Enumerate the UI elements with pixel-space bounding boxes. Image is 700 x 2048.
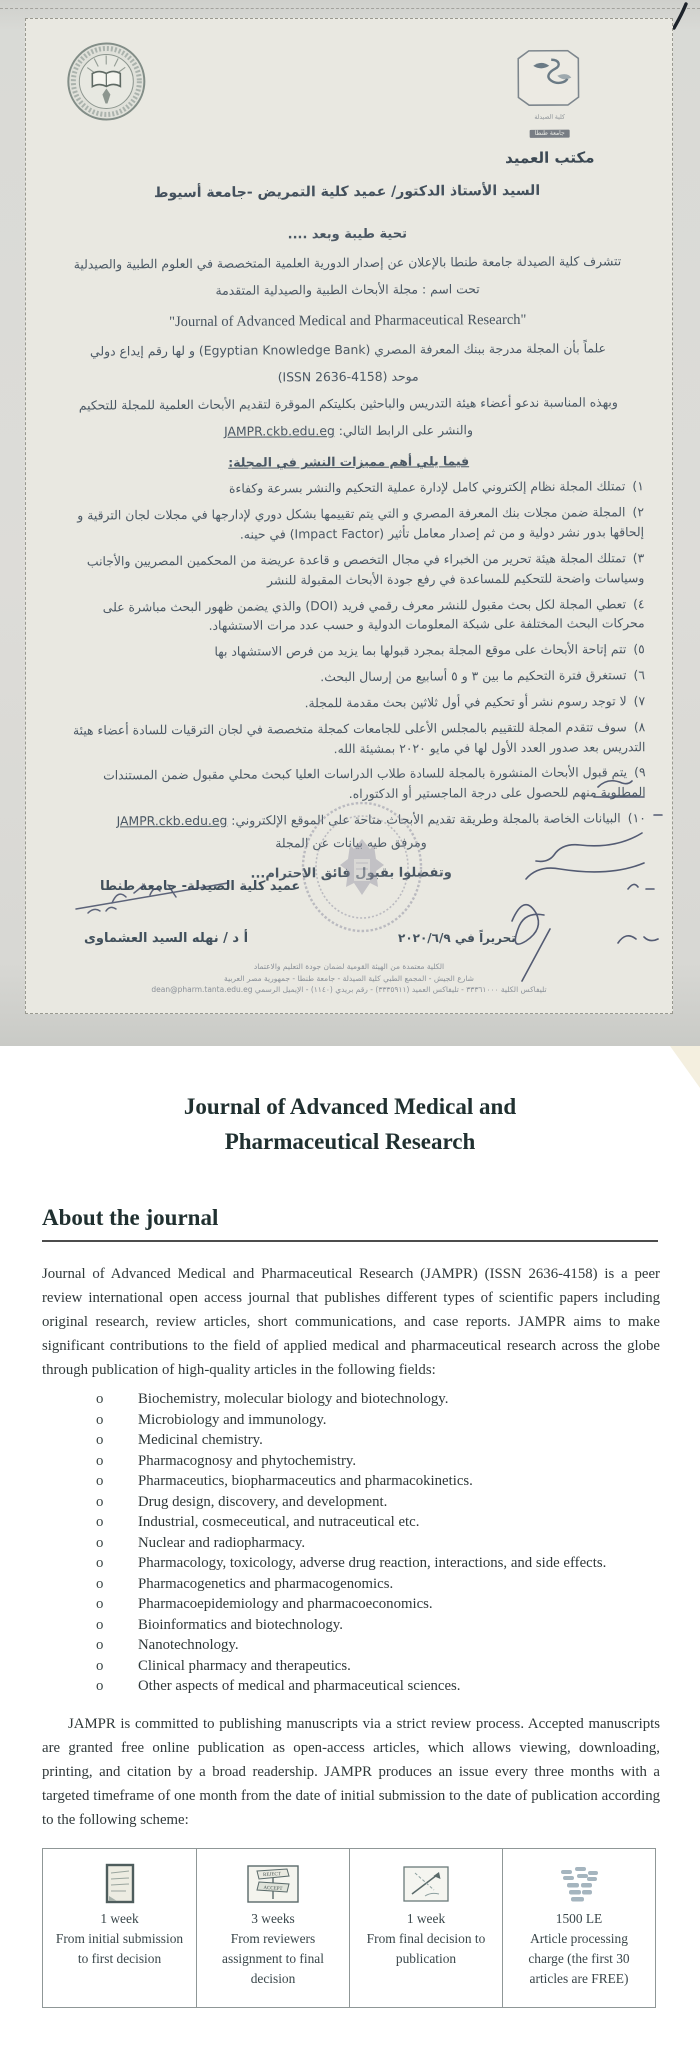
features-heading: فيما يلي أهم مميزات النشر في المجلة:: [228, 453, 470, 471]
bullet-marker: o: [96, 1575, 104, 1592]
heading-rule: [42, 1240, 658, 1242]
scheme-duration: 3 weeks: [251, 1910, 295, 1926]
feature-item: ٣)تمتلك المجلة هيئة تحرير من الخبراء في مجال التخصص و قاعدة عريضة من المحكمين المصريين والأجانب وسياسات واضحة للتحكيم للمساعدة في رفع جودة الأبحاث المقبولة للنشر: [86, 550, 645, 588]
pharmacy-college-logo-block: [489, 49, 610, 170]
intro-line-1: تتشرف كلية الصيدلة جامعة طنطا بالإعلان عن إصدار الدورية العلمية المتخصصة في العلوم الطبية والصيدلية: [73, 253, 622, 272]
bullet-marker: o: [96, 1514, 104, 1530]
fields-list: [0, 1389, 700, 1697]
footer-line-1: الكلية معتمدة من الهيئة القومية لضمان جودة التعليم والاعتماد: [253, 962, 445, 971]
bullet-marker: o: [96, 1555, 104, 1571]
feature-item: ٢)المجلة ضمن مجلات بنك المعرفة المصري و التي يتم تقييمها بشكل دوري لإدارجها في مجلات لجان الترقية و إلحاقها بدور نشر دولية و من ثم إصدار معامل تأثير (Impact Factor) في حينه.: [77, 504, 645, 542]
bullet-marker: o: [96, 1391, 104, 1407]
journal-url-link: JAMPR.ckb.edu.eg: [116, 812, 228, 829]
about-heading: About the journal: [42, 1205, 219, 1230]
pharmacy-logo-caption: كلية الصيدلة: [534, 113, 565, 121]
about-paragraph-2: JAMPR is committed to publishing manuscripts via a strict review process. Accepted manuscripts are granted free online publication as open-access articles, which allows viewing, downloading, printing, and citation by a broad readership. JAMPR produces an issue every three months with a targeted timeframe of one month from the date of initial submission to the date of publication according to the following scheme:: [42, 1715, 660, 1828]
scan-edge-line: [0, 8, 700, 9]
greeting-line: تحية طيبة وبعد ....: [287, 227, 407, 243]
features-list: [52, 476, 648, 831]
letter-date: تحريراً في ٢٠٢٠/٦/٩: [398, 931, 516, 945]
field-item: o Bioinformatics and biotechnology.: [0, 1615, 700, 1636]
feature-item: ٨)سوف تتقدم المجلة للتقييم بالمجلس الأعلى للجامعات كمجلة متخصصة في لجان الترقيات للسادة أعضاء هيئة التدريس بعد صدور العدد الأول لها في مايو ٢٠٢٠ بمشيئة الله.: [72, 718, 646, 756]
field-item: o Industrial, cosmeceutical, and nutraceutical etc.: [0, 1512, 700, 1533]
field-item: o Pharmacoepidemiology and pharmacoeconomics.: [0, 1594, 700, 1615]
field-item: o Biochemistry, molecular biology and biotechnology.: [0, 1389, 700, 1410]
intro-line-2: تحت اسم : مجلة الأبحاث الطبية والصيدلية المتقدمة: [215, 281, 480, 298]
field-item: o Medicinal chemistry.: [0, 1430, 700, 1451]
feature-item: ٩)يتم قبول الأبحاث المنشورة بالمجلة للسادة طلاب الدراسات العليا كبحث محلي مقبول ضمن المستندات المطلوبة منهم للحصول على درجة الماجستير أو الدكتوراه.: [103, 764, 646, 802]
recipient-line: السيد الأستاذ الدكتور/ عميد كلية التمريض -جامعة أسيوط: [153, 182, 541, 202]
journal-url-link: JAMPR.ckb.edu.eg: [223, 422, 335, 439]
ekb-line-2: موحد (ISSN 2636-4158): [277, 368, 419, 385]
review-decision-signpost-icon: [247, 1865, 299, 1903]
scheme-cell-publication: [349, 1849, 502, 2007]
letter-footer: [26, 961, 672, 996]
bullet-marker: o: [96, 1657, 104, 1674]
letter-paper: [25, 18, 673, 1014]
field-item: o Pharmaceutics, biopharmaceutics and pharmacokinetics.: [0, 1471, 700, 1492]
journal-title: [60, 1090, 640, 1159]
scheme-cell-charge: [502, 1849, 655, 2007]
feature-item: ٦)تستغرق فترة التحكيم ما بين ٣ و ٥ أسابيع من إرسال البحث.: [320, 667, 646, 685]
bullet-marker: o: [96, 1596, 104, 1612]
field-item: o Pharmacognosy and phytochemistry.: [0, 1451, 700, 1472]
publication-arrow-icon: [403, 1866, 449, 1902]
about-paragraph-1: Journal of Advanced Medical and Pharmaceutical Research (JAMPR) (ISSN 2636-4158) is a peer review international open access journal that publishes different types of scientific papers including original research, review articles, short communications, and case reports. JAMPR aims to make significant contributions to the field of applied medical and pharmaceutical research across the globe through publication of high-quality articles in the following fields:: [42, 1266, 660, 1378]
svg-text:REJECT: REJECT: [262, 1871, 282, 1878]
bullet-marker: o: [96, 1616, 104, 1633]
scheme-description: From initial submission to first decision: [55, 1930, 184, 1966]
scheme-description: From reviewers assignment to final decision: [222, 1930, 324, 1986]
scheme-description: From final decision to publication: [366, 1930, 486, 1966]
publication-scheme-table: [42, 1848, 656, 2008]
feature-item: ١)تمتلك المجلة نظام إلكتروني كامل لإدارة عملية التحكيم والنشر بسرعة وكفاءة: [228, 478, 644, 497]
field-item: o Pharmacogenetics and pharmacogenomics.: [0, 1574, 700, 1595]
manuscript-icon: [104, 1863, 136, 1905]
field-item: o Nuclear and radiopharmacy.: [0, 1533, 700, 1554]
field-item: o Microbiology and immunology.: [0, 1410, 700, 1431]
scheme-duration: 1500 LE: [555, 1910, 603, 1926]
bullet-marker: o: [96, 1534, 104, 1551]
journal-title-line-1: Journal of Advanced Medical and: [183, 1094, 517, 1119]
bullet-marker: o: [96, 1473, 104, 1489]
field-item: o Drug design, discovery, and development.: [0, 1492, 700, 1513]
bullet-marker: o: [96, 1493, 104, 1510]
scheme-description: Article processing charge (the first 30 articles are FREE): [528, 1930, 630, 1986]
journal-title-line-2: Pharmaceutical Research: [224, 1128, 476, 1154]
dean-office-label: مكتب العميد: [505, 148, 595, 167]
field-item: o Nanotechnology.: [0, 1635, 700, 1656]
coins-icon: [557, 1864, 601, 1904]
bullet-marker: o: [96, 1432, 104, 1448]
scheme-duration: 1 week: [100, 1910, 139, 1926]
signature-name: أ د / نهله السيد العشماوى: [84, 931, 249, 946]
feature-item: ٤)تعطي المجلة لكل بحث مقبول للنشر معرف رقمي فريد (DOI) والذي يضمن ظهور البحث مباشرة على محركات البحث المختلفة على شبكة المعلومات الدولية و حسب عدد مرات الاستشهاد.: [102, 595, 645, 634]
feature-item: ٥)تتم إتاحة الأبحاث على موقع المجلة بمجرد قبولها بما يزيد من فرص الاستشهاد بها: [214, 641, 645, 660]
scheme-cell-submission: [43, 1849, 196, 2007]
svg-text:ACCEPT: ACCEPT: [263, 1885, 283, 1892]
field-item: o Pharmacology, toxicology, adverse drug reaction, interactions, and side effects.: [0, 1553, 700, 1574]
field-item: o Other aspects of medical and pharmaceutical sciences.: [0, 1676, 700, 1697]
bullet-marker: o: [96, 1411, 104, 1428]
footer-line-2: شارع الجيش - المجمع الطبي كلية الصيدلة - جامعة طنطا - جمهورية مصر العربية: [224, 973, 474, 983]
closing-line: وتفضلوا بقبول فائق الاحترام...: [250, 865, 452, 882]
tanta-university-logo: [65, 40, 147, 122]
feature-item: ١٠)البيانات الخاصة بالمجلة وطريقة تقديم الأبحاث متاحة على الموقع الإلكتروني: JAMPR.ckb.edu.eg: [116, 810, 646, 829]
page-corner-artifact: [670, 1046, 700, 1088]
feature-item: ٧)لا توجد رسوم نشر أو تحكيم في أول ثلاثين بحث مقدمة للمجلة.: [304, 693, 646, 711]
journal-name-english: "Journal of Advanced Medical and Pharmaceutical Research": [169, 311, 527, 330]
bullet-marker: o: [96, 1678, 104, 1694]
invite-line-1: وبهذه المناسبة ندعو أعضاء هيئة التدريس والباحثين بكليتكم الموقرة لتقديم الأبحاث العلمية للمجلة للتحكيم: [78, 394, 618, 413]
field-item: o Clinical pharmacy and therapeutics.: [0, 1656, 700, 1677]
about-journal-page: [0, 1046, 700, 2048]
pharmacy-college-logo: [517, 50, 581, 108]
bullet-marker: o: [96, 1452, 104, 1469]
invite-line-2-text: والنشر على الرابط التالي:: [334, 421, 473, 438]
bullet-marker: o: [96, 1637, 104, 1653]
ekb-line-1: علماً بأن المجلة مدرجة ببنك المعرفة المصري (Egyptian Knowledge Bank) و لها رقم إيداع دولي: [89, 340, 607, 359]
signature-title: عميد كلية الصيدلة- جامعة طنطا: [100, 879, 301, 894]
scheme-duration: 1 week: [406, 1910, 446, 1926]
scheme-cell-review: [196, 1849, 349, 2007]
pharmacy-logo-banner: جامعة طنطا: [530, 130, 570, 139]
attachment-note: ومرفق طيه بيانات عن المجلة: [275, 834, 427, 851]
footer-line-3: تليفاكس الكلية ٣٣٣٦١٠٠٠ - تليفاكس العميد (٣٣٣٥٩١١) - رقم بريدي (١١٤٠) - الإيميل الرسمي dean@pharm.tanta.edu.eg: [151, 985, 547, 995]
invite-line-2: [51, 419, 645, 442]
letter-header: [49, 25, 644, 169]
